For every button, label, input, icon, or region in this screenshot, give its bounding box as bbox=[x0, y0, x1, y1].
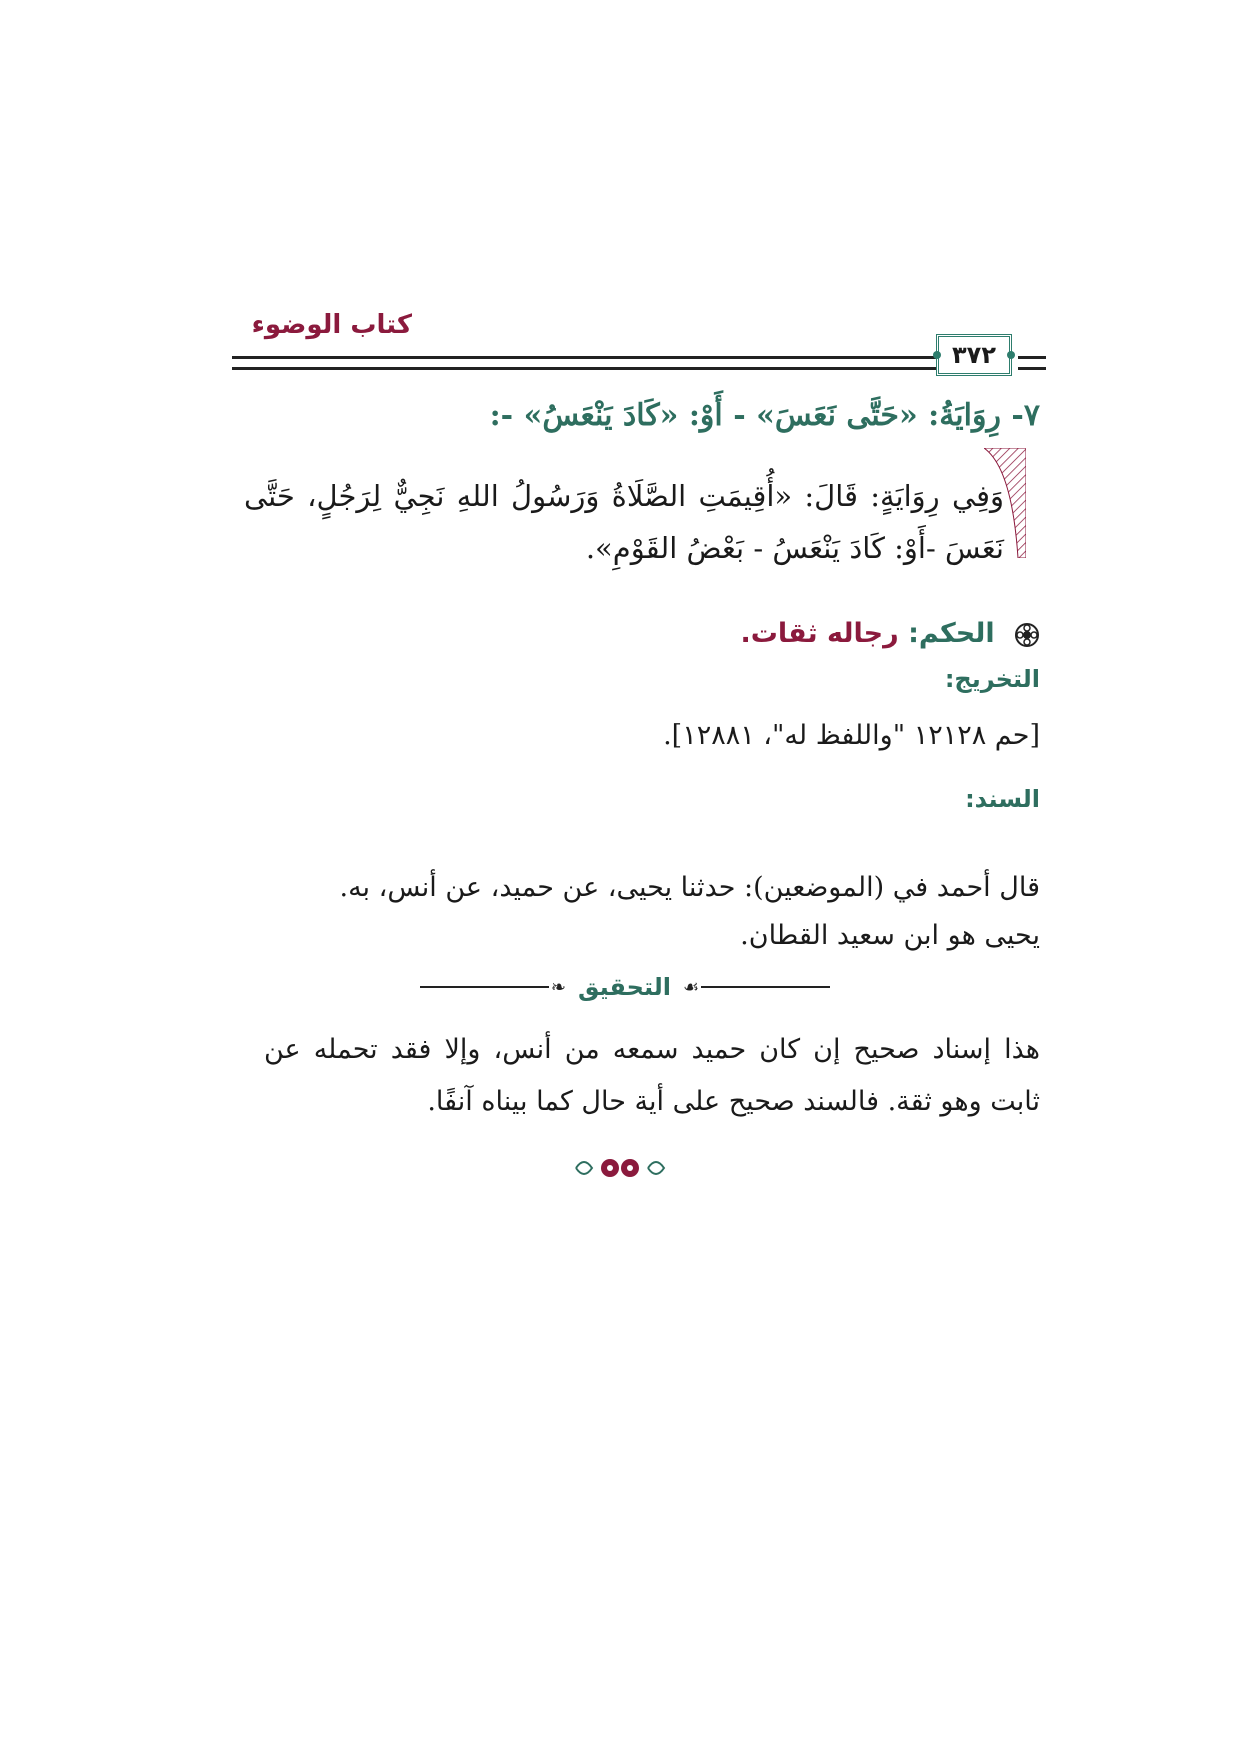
verdict-value: رجاله ثقات. bbox=[740, 618, 899, 649]
verdict-label: الحكم: bbox=[908, 618, 995, 649]
hadith-text: وَفِي رِوَايَةٍ: قَالَ: «أُقِيمَتِ الصَّلَاةُ وَرَسُولُ اللهِ نَجِيٌّ لِرَجُلٍ، حَتَّى نَعَسَ -أَوْ: كَادَ يَنْعَسُ - بَعْضُ القَوْمِ». bbox=[244, 479, 1004, 565]
book-title: كتاب الوضوء bbox=[251, 310, 412, 340]
page-number: ٣٧٢ bbox=[936, 334, 1012, 376]
section-heading: ٧- رِوَايَةُ: «حَتَّى نَعَسَ» - أَوْ: «كَادَ يَنْعَسُ» -: bbox=[489, 398, 1040, 433]
sanad-text: قال أحمد في (الموضعين): حدثنا يحيى، عن حميد، عن أنس، به. bbox=[339, 872, 1040, 903]
takhrij-text: [حم ١٢١٢٨ "واللفظ له"، ١٢٨٨١]. bbox=[663, 720, 1040, 751]
end-ornament-icon bbox=[568, 1148, 672, 1188]
takhrij-label: التخريج: bbox=[944, 665, 1040, 693]
tahqiq-text: هذا إسناد صحيح إن كان حميد سمعه من أنس، وإلا فقد تحمله عن ثابت وهو ثقة. فالسند صحيح على أية حال كما بيناه آنفًا. bbox=[264, 1034, 1040, 1117]
sanad-note: يحيى هو ابن سعيد القطان. bbox=[740, 920, 1040, 951]
sanad-label: السند: bbox=[965, 785, 1040, 813]
tahqiq-title: التحقيق bbox=[577, 973, 671, 1001]
header-rule-right bbox=[1018, 356, 1046, 370]
flower-icon bbox=[1014, 622, 1040, 648]
divider-line-left bbox=[420, 986, 549, 988]
tahqiq-divider bbox=[420, 970, 830, 1004]
divider-ornament-right-icon: ☙ bbox=[683, 976, 700, 998]
divider-ornament-left-icon: ❧ bbox=[550, 976, 566, 998]
header-rule bbox=[232, 356, 1008, 370]
divider-line-right bbox=[701, 986, 830, 988]
verdict-row bbox=[741, 618, 1041, 649]
